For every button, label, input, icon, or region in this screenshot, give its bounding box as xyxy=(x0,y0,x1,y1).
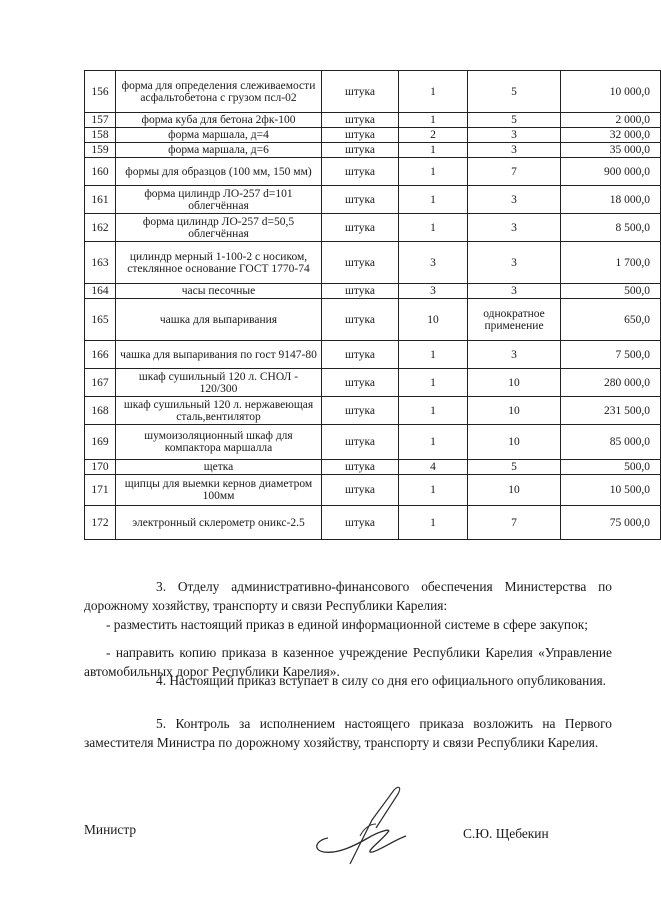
item-quantity: 1 xyxy=(399,341,468,369)
item-price: 7 500,0 xyxy=(561,341,661,369)
table-row xyxy=(85,113,661,128)
item-name: часы песочные xyxy=(116,284,322,299)
paragraph-3-item-b: - направить копию приказа в казенное учреждение Республики Карелия «Управление автомобильных дорог Республики Карелия». xyxy=(84,645,612,679)
table-row xyxy=(85,128,661,143)
row-number: 166 xyxy=(85,341,116,369)
table-row xyxy=(85,242,661,284)
item-quantity: 1 xyxy=(399,369,468,397)
item-unit: штука xyxy=(322,214,399,242)
item-name: цилиндр мерный 1-100-2 с носиком, стеклянное основание ГОСТ 1770-74 xyxy=(116,242,322,284)
item-price: 32 000,0 xyxy=(561,128,661,143)
item-price: 8 500,0 xyxy=(561,214,661,242)
handwritten-signature xyxy=(310,780,420,870)
item-service-life: 3 xyxy=(468,284,561,299)
item-price: 650,0 xyxy=(561,299,661,341)
row-number: 161 xyxy=(85,186,116,214)
table-row xyxy=(85,475,661,506)
item-unit: штука xyxy=(322,158,399,186)
row-number: 159 xyxy=(85,143,116,158)
row-number: 169 xyxy=(85,425,116,460)
item-name: форма для определения слеживаемости асфальтобетона с грузом псл-02 xyxy=(116,71,322,113)
row-number: 164 xyxy=(85,284,116,299)
paragraph-5: 5. Контроль за исполнением настоящего приказа возложить на Первого заместителя Министра по дорожному хозяйству, транспорту и связи Республики Карелия. xyxy=(84,716,612,750)
item-quantity: 1 xyxy=(399,158,468,186)
item-unit: штука xyxy=(322,299,399,341)
item-price: 900 000,0 xyxy=(561,158,661,186)
item-service-life: 10 xyxy=(468,369,561,397)
item-unit: штука xyxy=(322,369,399,397)
item-quantity: 1 xyxy=(399,397,468,425)
item-name: щетка xyxy=(116,460,322,475)
row-number: 162 xyxy=(85,214,116,242)
item-name: форма куба для бетона 2фк-100 xyxy=(116,113,322,128)
row-number: 157 xyxy=(85,113,116,128)
table-row xyxy=(85,369,661,397)
row-number: 163 xyxy=(85,242,116,284)
table-row xyxy=(85,284,661,299)
item-price: 10 000,0 xyxy=(561,71,661,113)
row-number: 167 xyxy=(85,369,116,397)
table-row xyxy=(85,186,661,214)
signer-title: Министр xyxy=(84,822,137,837)
item-service-life: 3 xyxy=(468,341,561,369)
item-service-life: 7 xyxy=(468,506,561,540)
item-price: 85 000,0 xyxy=(561,425,661,460)
item-quantity: 1 xyxy=(399,475,468,506)
row-number: 171 xyxy=(85,475,116,506)
table-row xyxy=(85,214,661,242)
item-service-life: 5 xyxy=(468,113,561,128)
item-price: 75 000,0 xyxy=(561,506,661,540)
item-service-life: 10 xyxy=(468,475,561,506)
equipment-table xyxy=(84,70,661,540)
item-name: шкаф сушильный 120 л. нержавеющая сталь,вентилятор xyxy=(116,397,322,425)
item-service-life: однократное применение xyxy=(468,299,561,341)
table-row xyxy=(85,71,661,113)
item-price: 2 000,0 xyxy=(561,113,661,128)
row-number: 165 xyxy=(85,299,116,341)
item-quantity: 1 xyxy=(399,186,468,214)
item-unit: штука xyxy=(322,460,399,475)
item-service-life: 5 xyxy=(468,71,561,113)
item-name: шкаф сушильный 120 л. СНОЛ - 120/300 xyxy=(116,369,322,397)
item-unit: штука xyxy=(322,284,399,299)
item-quantity: 3 xyxy=(399,242,468,284)
item-quantity: 1 xyxy=(399,214,468,242)
signer-name: С.Ю. Щебекин xyxy=(463,826,549,841)
item-name: электронный склерометр оникс-2.5 xyxy=(116,506,322,540)
item-service-life: 7 xyxy=(468,158,561,186)
row-number: 160 xyxy=(85,158,116,186)
item-name: форма маршала, д=6 xyxy=(116,143,322,158)
item-unit: штука xyxy=(322,113,399,128)
item-service-life: 10 xyxy=(468,425,561,460)
item-unit: штука xyxy=(322,341,399,369)
item-name: щипцы для выемки кернов диаметром 100мм xyxy=(116,475,322,506)
item-name: формы для образцов (100 мм, 150 мм) xyxy=(116,158,322,186)
item-quantity: 4 xyxy=(399,460,468,475)
item-quantity: 3 xyxy=(399,284,468,299)
table-row xyxy=(85,299,661,341)
item-quantity: 1 xyxy=(399,506,468,540)
item-quantity: 1 xyxy=(399,71,468,113)
table-row xyxy=(85,158,661,186)
item-unit: штука xyxy=(322,186,399,214)
item-unit: штука xyxy=(322,143,399,158)
paragraph-3-item-a: - разместить настоящий приказ в единой информационной системе в сфере закупок; xyxy=(106,617,589,632)
row-number: 168 xyxy=(85,397,116,425)
table-row xyxy=(85,341,661,369)
table-row xyxy=(85,460,661,475)
item-quantity: 1 xyxy=(399,143,468,158)
table-row xyxy=(85,506,661,540)
row-number: 172 xyxy=(85,506,116,540)
paragraph-3: 3. Отделу административно-финансового обеспечения Министерства по дорожному хозяйству, транспорту и связи Республики Карелия: xyxy=(84,579,612,613)
item-name: чашка для выпаривания по гост 9147-80 xyxy=(116,341,322,369)
item-unit: штука xyxy=(322,397,399,425)
item-unit: штука xyxy=(322,242,399,284)
item-price: 35 000,0 xyxy=(561,143,661,158)
item-quantity: 2 xyxy=(399,128,468,143)
item-name: форма цилиндр ЛО-257 d=101 облегчённая xyxy=(116,186,322,214)
item-unit: штука xyxy=(322,71,399,113)
item-unit: штука xyxy=(322,128,399,143)
table-row xyxy=(85,425,661,460)
item-price: 18 000,0 xyxy=(561,186,661,214)
item-unit: штука xyxy=(322,506,399,540)
item-name: форма маршала, д=4 xyxy=(116,128,322,143)
table-body xyxy=(85,71,661,540)
item-service-life: 3 xyxy=(468,186,561,214)
item-price: 500,0 xyxy=(561,284,661,299)
item-price: 231 500,0 xyxy=(561,397,661,425)
item-service-life: 10 xyxy=(468,397,561,425)
item-unit: штука xyxy=(322,425,399,460)
table-row xyxy=(85,143,661,158)
table-row xyxy=(85,397,661,425)
row-number: 156 xyxy=(85,71,116,113)
item-quantity: 1 xyxy=(399,113,468,128)
item-name: форма цилиндр ЛО-257 d=50,5 облегчённая xyxy=(116,214,322,242)
paragraph-4: 4. Настоящий приказ вступает в силу со дня его официального опубликования. xyxy=(156,673,606,688)
item-price: 10 500,0 xyxy=(561,475,661,506)
item-name: чашка для выпаривания xyxy=(116,299,322,341)
item-service-life: 5 xyxy=(468,460,561,475)
item-quantity: 10 xyxy=(399,299,468,341)
item-unit: штука xyxy=(322,475,399,506)
item-service-life: 3 xyxy=(468,143,561,158)
item-service-life: 3 xyxy=(468,128,561,143)
item-name: шумоизоляционный шкаф для компактора маршалла xyxy=(116,425,322,460)
item-price: 280 000,0 xyxy=(561,369,661,397)
row-number: 170 xyxy=(85,460,116,475)
item-quantity: 1 xyxy=(399,425,468,460)
item-price: 500,0 xyxy=(561,460,661,475)
item-service-life: 3 xyxy=(468,214,561,242)
item-service-life: 3 xyxy=(468,242,561,284)
item-price: 1 700,0 xyxy=(561,242,661,284)
row-number: 158 xyxy=(85,128,116,143)
